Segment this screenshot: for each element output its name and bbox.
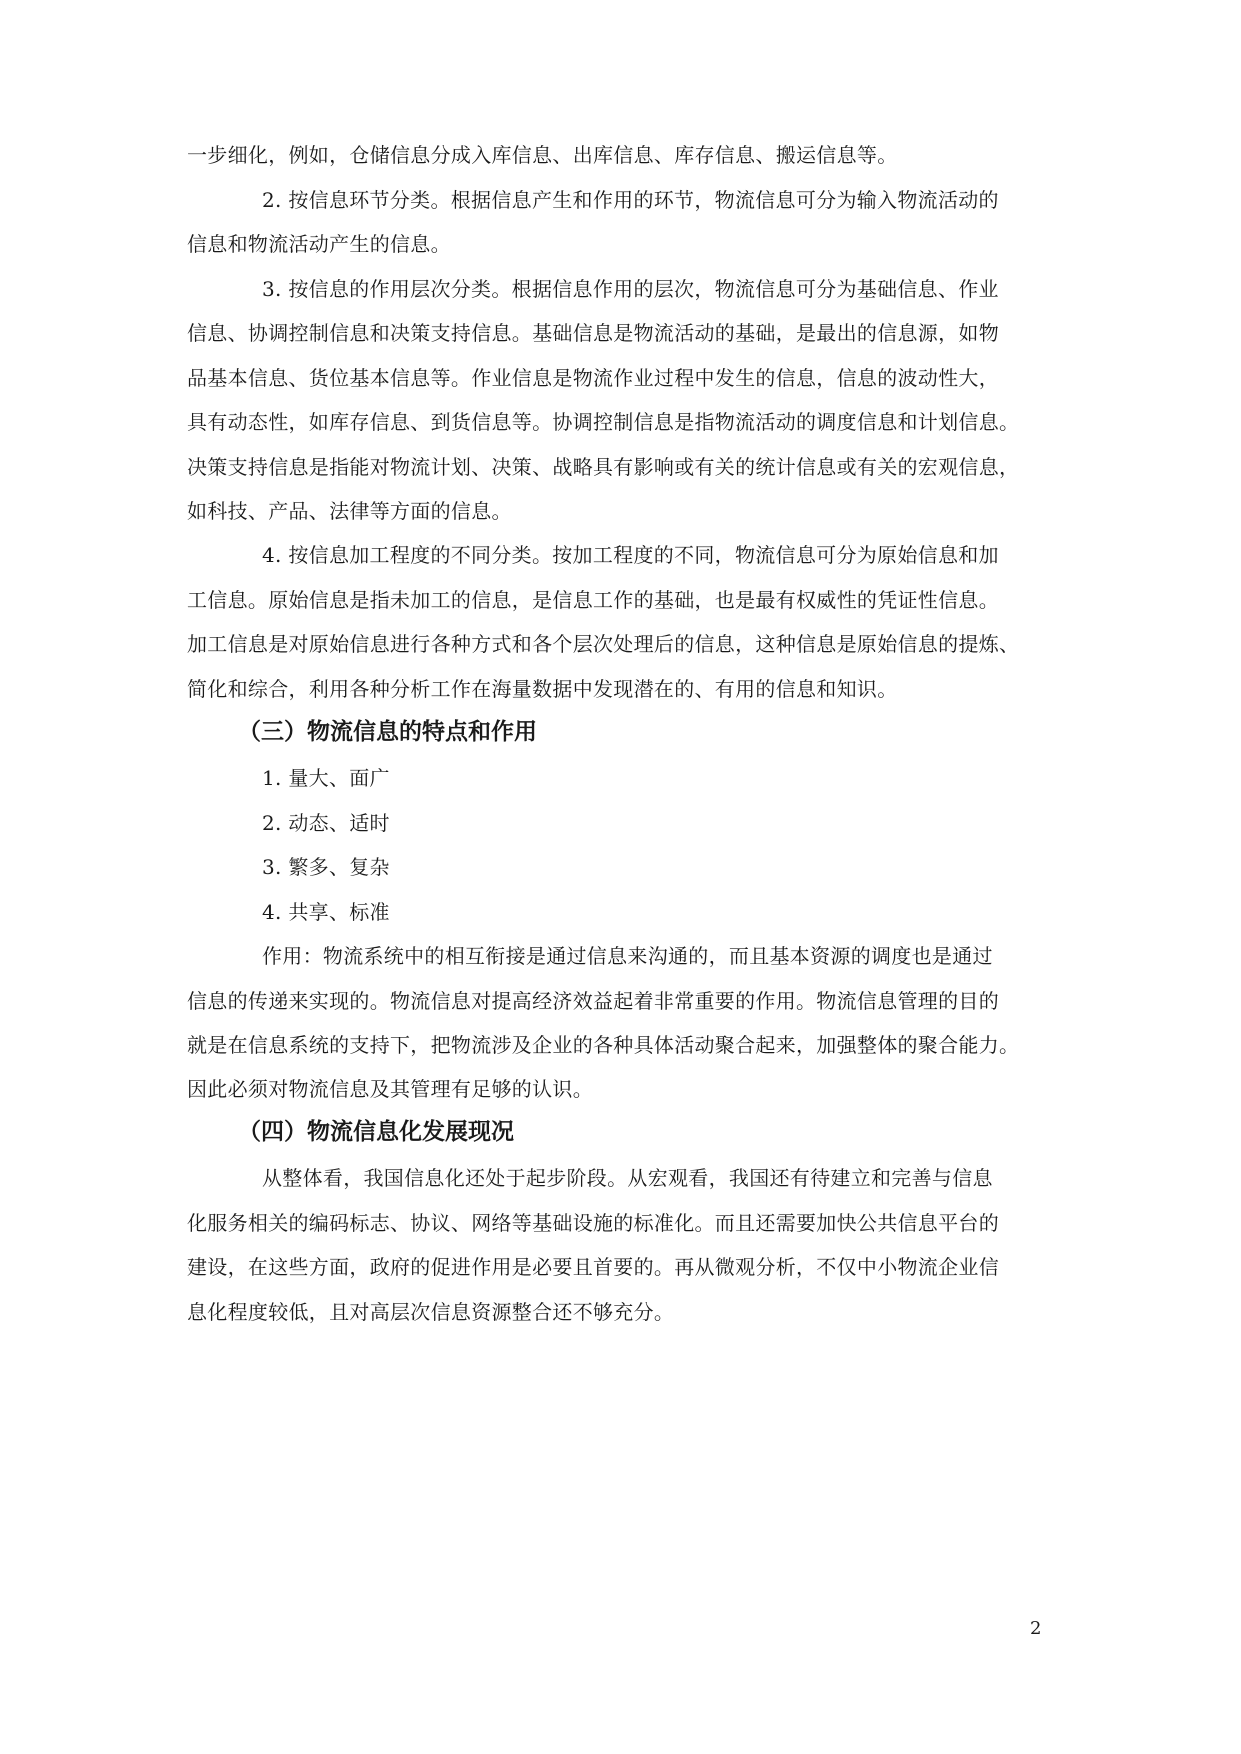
section-heading: （三）物流信息的特点和作用 bbox=[238, 719, 537, 745]
list-item: 1. 量大、面广 bbox=[262, 766, 390, 790]
body-line: 因此必须对物流信息及其管理有足够的认识。 bbox=[187, 1077, 593, 1101]
body-line: 作用：物流系统中的相互衔接是通过信息来沟通的，而且基本资源的调度也是通过 bbox=[262, 944, 993, 968]
body-line: 品基本信息、货位基本信息等。作业信息是物流作业过程中发生的信息，信息的波动性大， bbox=[187, 366, 999, 390]
list-item: 2. 动态、适时 bbox=[262, 811, 390, 835]
body-line: 信息和物流活动产生的信息。 bbox=[187, 232, 451, 256]
body-line: 简化和综合，利用各种分析工作在海量数据中发现潜在的、有用的信息和知识。 bbox=[187, 677, 898, 701]
body-line: 化服务相关的编码标志、协议、网络等基础设施的标准化。而且还需要加快公共信息平台的 bbox=[187, 1211, 999, 1235]
body-line: 一步细化，例如，仓储信息分成入库信息、出库信息、库存信息、搬运信息等。 bbox=[187, 143, 898, 167]
list-item: 4. 共享、标准 bbox=[262, 900, 390, 924]
body-line: 2. 按信息环节分类。根据信息产生和作用的环节，物流信息可分为输入物流活动的 bbox=[262, 188, 999, 212]
list-item: 3. 繁多、复杂 bbox=[262, 855, 390, 879]
body-line: 从整体看，我国信息化还处于起步阶段。从宏观看，我国还有待建立和完善与信息 bbox=[262, 1166, 993, 1190]
body-line: 信息、协调控制信息和决策支持信息。基础信息是物流活动的基础，是最出的信息源，如物 bbox=[187, 321, 999, 345]
body-line: 决策支持信息是指能对物流计划、决策、战略具有影响或有关的统计信息或有关的宏观信息， bbox=[187, 455, 1020, 479]
body-line: 信息的传递来实现的。物流信息对提高经济效益起着非常重要的作用。物流信息管理的目的 bbox=[187, 989, 999, 1013]
body-line: 加工信息是对原始信息进行各种方式和各个层次处理后的信息，这种信息是原始信息的提炼、 bbox=[187, 632, 1020, 656]
body-line: 息化程度较低，且对高层次信息资源整合还不够充分。 bbox=[187, 1300, 675, 1324]
body-line: 就是在信息系统的支持下，把物流涉及企业的各种具体活动聚合起来，加强整体的聚合能力。 bbox=[187, 1033, 1020, 1057]
page-number: 2 bbox=[1030, 1618, 1042, 1639]
body-line: 工信息。原始信息是指未加工的信息，是信息工作的基础，也是最有权威性的凭证性信息。 bbox=[187, 588, 999, 612]
body-line: 如科技、产品、法律等方面的信息。 bbox=[187, 499, 512, 523]
body-line: 建设，在这些方面，政府的促进作用是必要且首要的。再从微观分析，不仅中小物流企业信 bbox=[187, 1255, 999, 1279]
body-line: 3. 按信息的作用层次分类。根据信息作用的层次，物流信息可分为基础信息、作业 bbox=[262, 277, 999, 301]
section-heading: （四）物流信息化发展现况 bbox=[238, 1119, 514, 1145]
body-line: 具有动态性，如库存信息、到货信息等。协调控制信息是指物流活动的调度信息和计划信息。 bbox=[187, 410, 1020, 434]
body-line: 4. 按信息加工程度的不同分类。按加工程度的不同，物流信息可分为原始信息和加 bbox=[262, 543, 999, 567]
